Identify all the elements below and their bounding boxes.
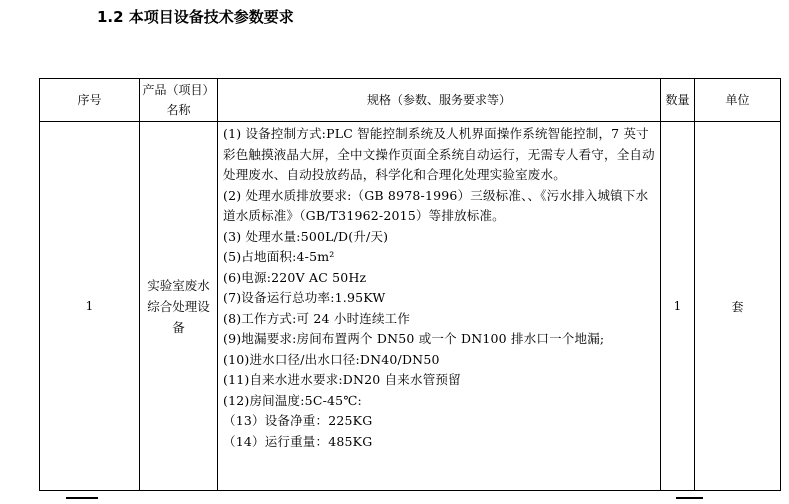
spec-item-operating-weight: （14）运行重量：485KG bbox=[223, 433, 373, 449]
header-specification: 规格（参数、服务要求等） bbox=[218, 79, 661, 122]
spec-item-room-temperature: (12)房间温度:5C-45℃: bbox=[223, 392, 362, 408]
spec-item-discharge-standard: (2) 处理水质排放要求:（GB 8978-1996）三级标准、、《污水排入城镇下水道水质标准》（GB/T31962-2015）等排放标准。 bbox=[223, 187, 649, 223]
cell-specification bbox=[218, 122, 661, 491]
spec-item-control-mode: (1) 设备控制方式:PLC 智能控制系统及人机界面操作系统智能控制，7 英寸彩色触摸液晶大屏，全中文操作页面全系统自动运行，无需专人看守，全自动处理废水、自动投放药品，科学化和合理化处理实验室废水。 bbox=[223, 126, 655, 182]
spec-item-tap-water: (11)自来水进水要求:DN20 自来水管预留 bbox=[223, 372, 461, 387]
header-quantity: 数量 bbox=[661, 79, 695, 122]
cell-unit: 套 bbox=[695, 122, 781, 491]
header-product-name: 产品（项目）名称 bbox=[140, 79, 218, 122]
spec-list bbox=[218, 122, 660, 452]
spec-item-total-power: (7)设备运行总功率:1.95KW bbox=[223, 290, 386, 305]
table-row bbox=[40, 122, 781, 491]
spec-item-power-supply: (6)电源:220V AC 50Hz bbox=[223, 269, 367, 285]
cell-seq: 1 bbox=[40, 122, 140, 491]
table-header-row bbox=[40, 79, 781, 122]
header-seq: 序号 bbox=[40, 79, 140, 122]
spec-item-footprint: (5)占地面积:4-5m² bbox=[223, 249, 335, 264]
cell-quantity: 1 bbox=[661, 122, 695, 491]
footer-mark-right bbox=[676, 497, 703, 499]
section-heading: 1.2 本项目设备技术参数要求 bbox=[97, 8, 294, 26]
spec-item-floor-drain: (9)地漏要求:房间布置两个 DN50 或一个 DN100 排水口一个地漏; bbox=[223, 331, 605, 346]
spec-item-pipe-diameter: (10)进水口径/出水口径:DN40/DN50 bbox=[223, 351, 440, 367]
spec-item-net-weight: （13）设备净重：225KG bbox=[223, 413, 373, 428]
equipment-spec-table bbox=[39, 78, 781, 491]
footer-mark-left bbox=[66, 497, 98, 499]
spec-item-working-mode: (8)工作方式:可 24 小时连续工作 bbox=[223, 310, 411, 326]
header-unit: 单位 bbox=[695, 79, 781, 122]
spec-item-capacity: (3) 处理水量:500L/D(升/天) bbox=[223, 228, 389, 244]
cell-product-name: 实验室废水综合处理设备 bbox=[140, 122, 218, 491]
